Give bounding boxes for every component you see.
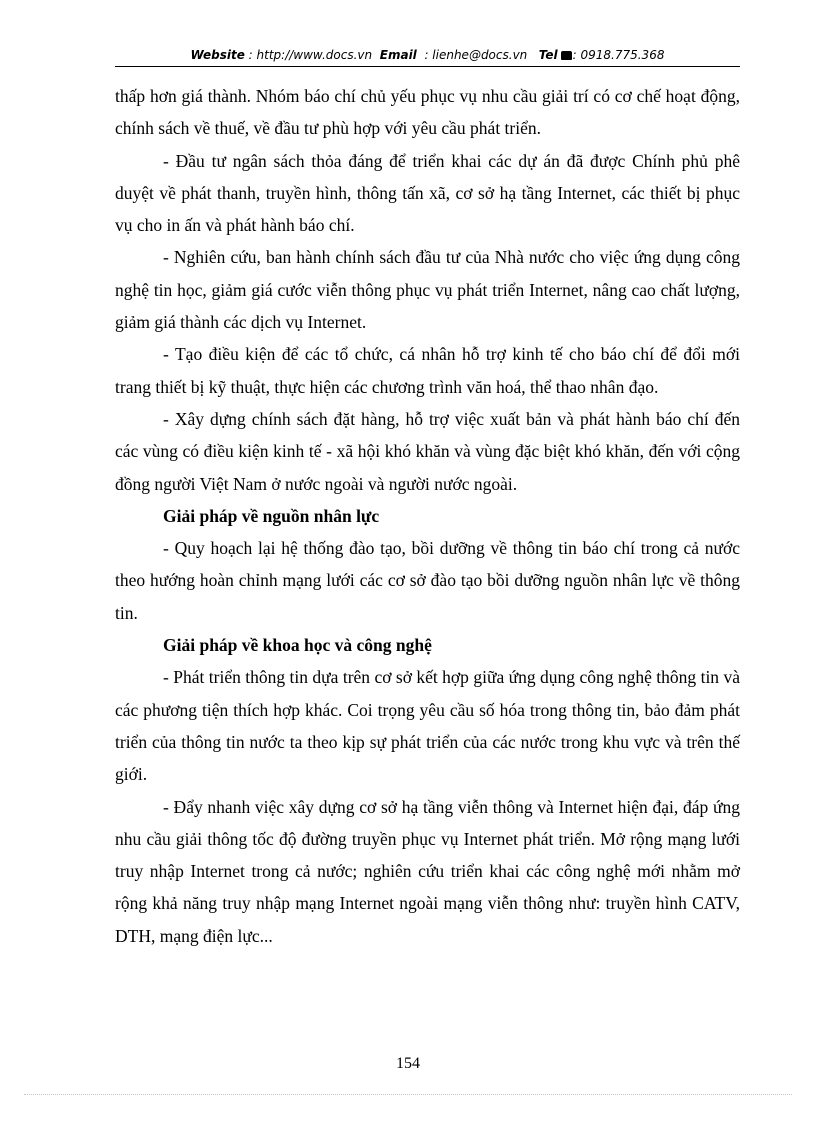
paragraph-information-development: - Phát triển thông tin dựa trên cơ sở kết hợp giữa ứng dụng công nghệ thông tin và các phương tiện thích hợp khác. Coi trọng yêu cầu số hóa trong thông tin, bảo đảm phát triển của thông tin nước ta theo kịp sự phát triển của các nước trong khu vực và trên thế giới.	[115, 667, 740, 785]
page-header	[115, 44, 740, 67]
paragraph-ordering-policy: - Xây dựng chính sách đặt hàng, hỗ trợ việc xuất bản và phát hành báo chí đến các vùng có điều kiện kinh tế - xã hội khó khăn và vùng đặc biệt khó khăn, đến với cộng đồng người Việt Nam ở nước ngoài và người nước ngoài.	[115, 408, 740, 494]
paragraph-budget-investment: - Đầu tư ngân sách thỏa đáng để triển khai các dự án đã được Chính phủ phê duyệt về phát thanh, truyền hình, thông tấn xã, cơ sở hạ tầng Internet, các thiết bị phục vụ cho in ấn và phát hành báo chí.	[115, 150, 740, 236]
section-heading-science-technology: Giải pháp về khoa học và công nghệ	[163, 635, 432, 656]
page-number: 154	[396, 1055, 420, 1072]
section-heading-human-resources: Giải pháp về nguồn nhân lực	[163, 505, 380, 526]
paragraph-training-plan: - Quy hoạch lại hệ thống đào tạo, bồi dưỡng về thông tin báo chí trong cả nước theo hướng hoàn chỉnh mạng lưới các cơ sở đào tạo bồi dưỡng nguồn nhân lực về thông tin.	[115, 538, 740, 623]
website-value: : http://www.docs.vn	[248, 48, 373, 62]
tel-label: Tel	[538, 48, 558, 62]
paragraph-investment-policy: - Nghiên cứu, ban hành chính sách đầu tư của Nhà nước cho việc ứng dụng công nghệ tin học, giảm giá cước viễn thông phục vụ phát triển Internet, nâng cao chất lượng, giảm giá thành các dịch vụ Internet.	[115, 247, 740, 333]
paragraph-economic-support: - Tạo điều kiện để các tổ chức, cá nhân hỗ trợ kinh tế cho báo chí để đổi mới trang thiết bị kỹ thuật, thực hiện các chương trình văn hoá, thể thao nhân đạo.	[115, 344, 740, 397]
email-label: Email	[379, 48, 417, 62]
phone-icon	[561, 51, 572, 60]
email-value: : lienhe@docs.vn	[424, 48, 528, 62]
footer-divider	[24, 1094, 792, 1095]
document-body	[115, 80, 740, 952]
website-label: Website	[190, 48, 245, 62]
paragraph-infrastructure: - Đẩy nhanh việc xây dựng cơ sở hạ tầng viễn thông và Internet hiện đại, đáp ứng nhu cầu giải thông tốc độ đường truyền phục vụ Internet phát triển. Mở rộng mạng lưới truy nhập Internet trong cả nước; nghiên cứu triển khai các công nghệ mới nhằm mở rộng khả năng truy nhập mạng Internet ngoài mạng viễn thông như: truyền hình CATV, DTH, mạng điện lực...	[115, 796, 740, 946]
paragraph-continuation: thấp hơn giá thành. Nhóm báo chí chủ yếu phục vụ nhu cầu giải trí có cơ chế hoạt động, chính sách về thuế, về đầu tư phù hợp với yêu cầu phát triển.	[115, 86, 740, 139]
tel-value: : 0918.775.368	[572, 48, 665, 62]
